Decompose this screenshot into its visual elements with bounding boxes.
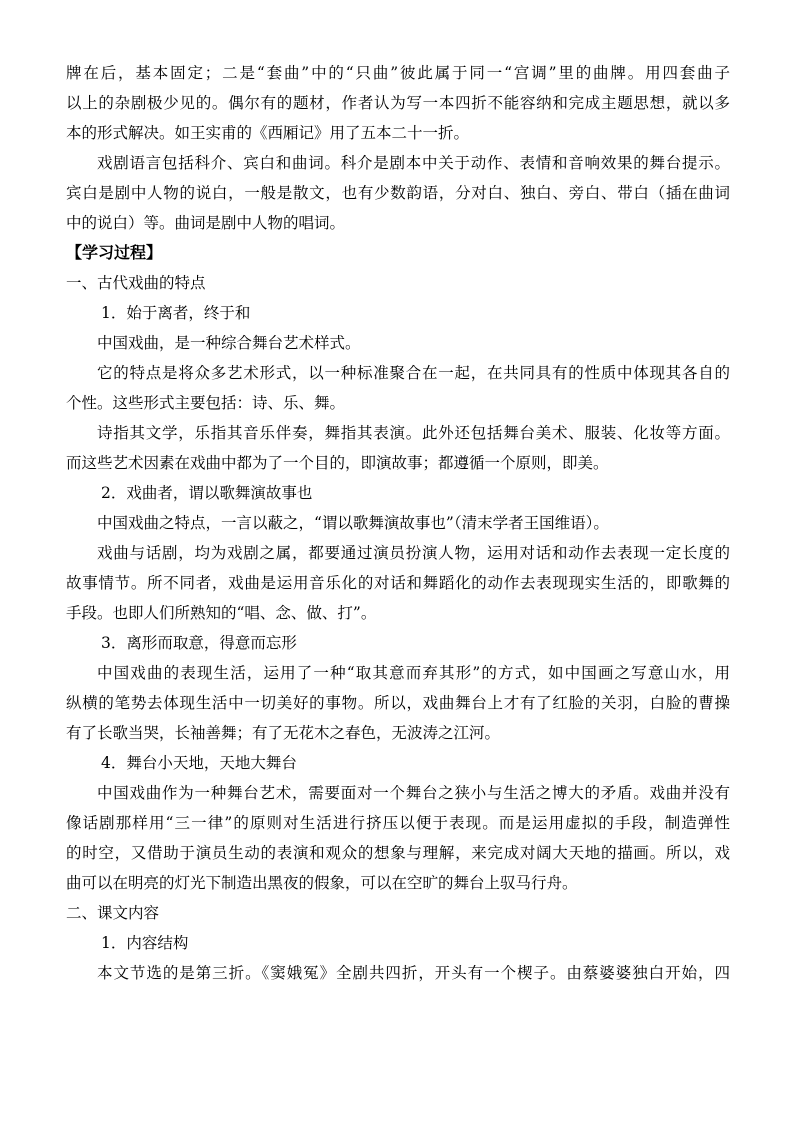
heading-level1: 一、古代戏曲的特点 bbox=[66, 274, 206, 292]
text-line: 曲可以在明亮的灯光下制造出黑夜的假象，可以在空旷的舞台上驭马行舟。 bbox=[66, 874, 578, 892]
heading-level2: 3．离形而取意，得意而忘形 bbox=[101, 634, 297, 652]
heading-level2: 1．内容结构 bbox=[101, 934, 189, 952]
text-line: 中的说白）等。曲词是剧中人物的唱词。 bbox=[66, 214, 346, 232]
heading-level2: 1．始于离者，终于和 bbox=[101, 304, 251, 322]
text-line: 纵横的笔势去体现生活中一切美好的事物。所以，戏曲舞台上才有了红脸的关羽，白脸的曹操 bbox=[66, 694, 730, 712]
text-line: 像话剧那样用“三一律”的原则对生活进行挤压以便于表现。而是运用虚拟的手段，制造弹性 bbox=[66, 814, 730, 832]
text-line: 而这些艺术因素在戏曲中都为了一个目的，即演故事；都遵循一个原则，即美。 bbox=[66, 454, 609, 472]
paragraph-start-line: 它的特点是将众多艺术形式，以一种标准聚合在一起，在共同具有的性质中体现其各自的 bbox=[97, 364, 730, 382]
paragraph-start-line: 诗指其文学，乐指其音乐伴奏，舞指其表演。此外还包括舞台美术、服装、化妆等方面。 bbox=[97, 424, 730, 442]
heading-level1: 二、课文内容 bbox=[66, 904, 160, 922]
paragraph-start-line: 戏曲与话剧，均为戏剧之属，都要通过演员扮演人物，运用对话和动作去表现一定长度的 bbox=[97, 544, 730, 562]
paragraph-start-line: 本文节选的是第三折。《窦娥冤》全剧共四折，开头有一个楔子。由蔡婆婆独白开始，四 bbox=[97, 964, 730, 982]
paragraph-start-line: 中国戏曲作为一种舞台艺术，需要面对一个舞台之狭小与生活之博大的矛盾。戏曲并没有 bbox=[97, 784, 730, 802]
text-line: 宾白是剧中人物的说白，一般是散文，也有少数韵语，分对白、独白、旁白、带白（插在曲词 bbox=[66, 184, 730, 202]
text-line: 牌在后，基本固定；二是“套曲”中的“只曲”彼此属于同一“宫调”里的曲牌。用四套曲子 bbox=[66, 64, 730, 82]
text-line: 的时空，又借助于演员生动的表演和观众的想象与理解，来完成对阔大天地的描画。所以，戏 bbox=[66, 844, 730, 862]
text-line: 故事情节。所不同者，戏曲是运用音乐化的对话和舞蹈化的动作去表现现实生活的，即歌舞的 bbox=[66, 574, 730, 592]
text-line: 个性。这些形式主要包括：诗、乐、舞。 bbox=[66, 394, 346, 412]
text-line: 本的形式解决。如王实甫的《西厢记》用了五本二十一折。 bbox=[66, 124, 470, 142]
heading-level2: 4．舞台小天地，天地大舞台 bbox=[101, 754, 297, 772]
heading-level2: 2．戏曲者，谓以歌舞演故事也 bbox=[101, 484, 313, 502]
section-heading-learning-process: 【学习过程】 bbox=[66, 243, 163, 262]
paragraph-start-line: 戏剧语言包括科介、宾白和曲词。科介是剧本中关于动作、表情和音响效果的舞台提示。 bbox=[97, 154, 730, 172]
text-line: 手段。也即人们所熟知的“唱、念、做、打”。 bbox=[66, 604, 377, 622]
paragraph-start-line: 中国戏曲的表现生活，运用了一种“取其意而弃其形”的方式，如中国画之写意山水，用 bbox=[97, 664, 730, 682]
text-line: 有了长歌当哭，长袖善舞；有了无花木之春色，无波涛之江河。 bbox=[66, 724, 501, 742]
document-page bbox=[66, 58, 730, 988]
text-line: 以上的杂剧极少见的。偶尔有的题材，作者认为写一本四折不能容纳和完成主题思想，就以多 bbox=[66, 94, 730, 112]
paragraph-start-line: 中国戏曲之特点，一言以蔽之，“谓以歌舞演故事也”（清末学者王国维语）。 bbox=[97, 514, 609, 532]
paragraph-start-line: 中国戏曲，是一种综合舞台艺术样式。 bbox=[97, 334, 361, 352]
